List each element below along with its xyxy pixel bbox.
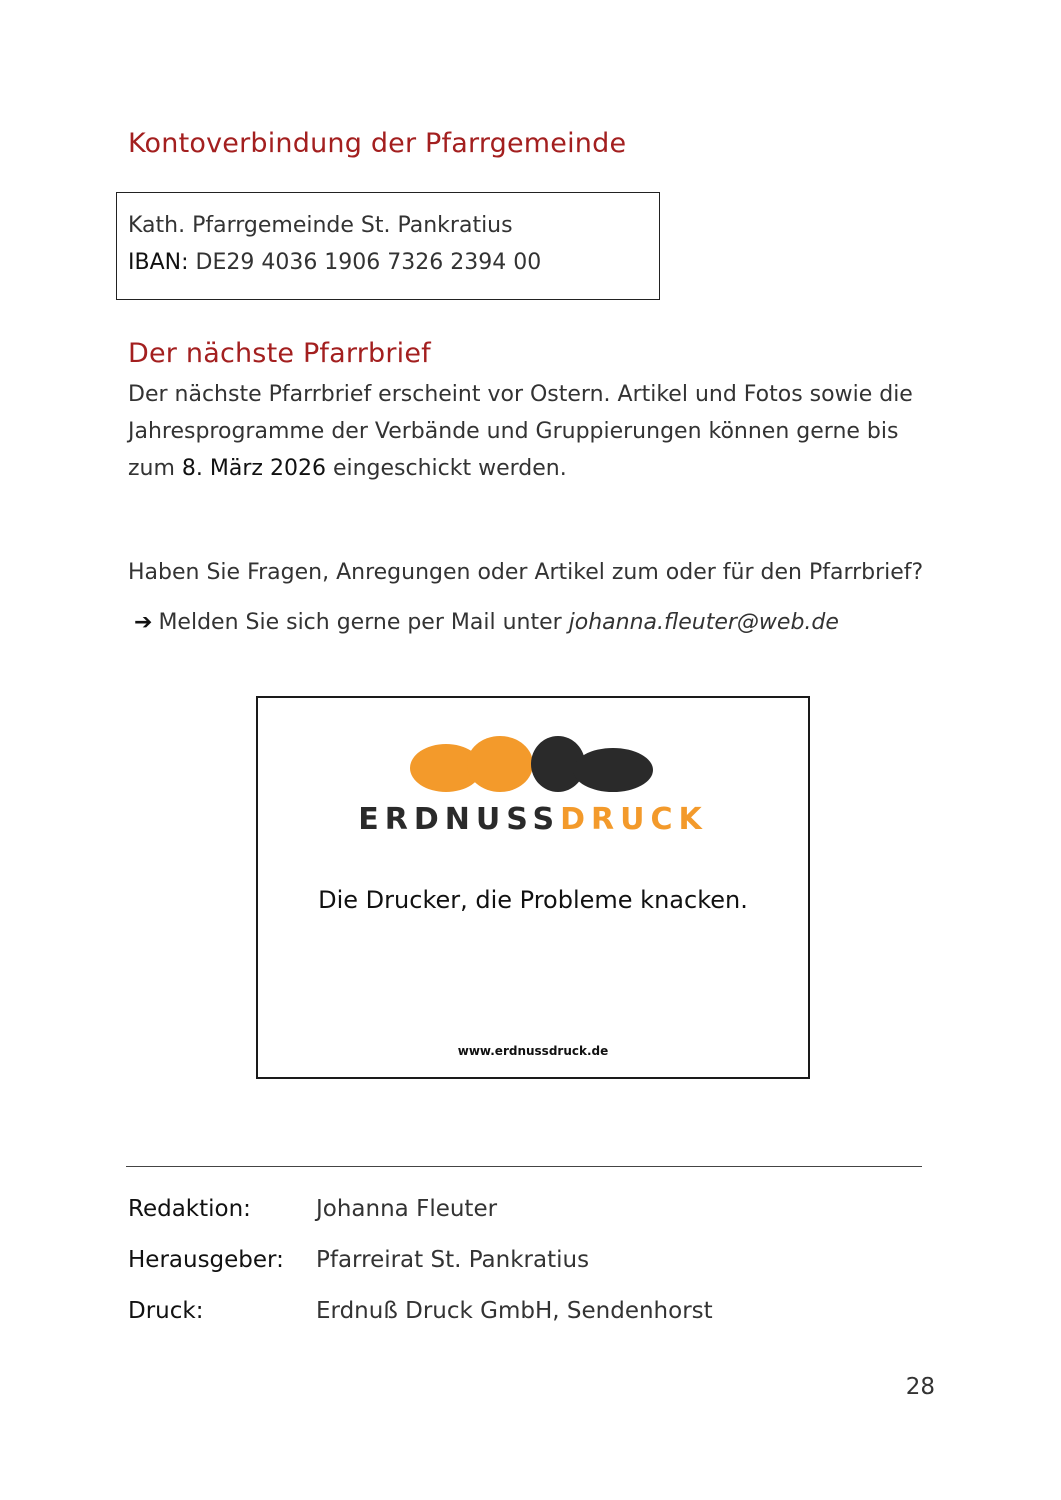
ad-slogan: Die Drucker, die Probleme knacken. [318,886,748,914]
arrow-right-icon: ➔ [134,610,153,635]
brand-part-orange: DRUCK [560,802,708,837]
bank-details-box [116,192,660,300]
ad-url: www.erdnussdruck.de [457,1044,609,1058]
peanut-dark-icon [531,736,653,792]
imprint-label-publisher: Herausgeber: [128,1247,284,1273]
deadline-date: 8. März 2026 [181,456,326,481]
imprint-label-printer: Druck: [128,1298,204,1324]
peanut-orange-icon [410,736,533,792]
imprint-value-editor: Johanna Fleuter [316,1196,498,1222]
imprint-label-editor: Redaktion: [128,1196,251,1222]
next-issue-heading: Der nächste Pfarrbrief [128,338,431,369]
peanut-logo-icon [408,734,658,800]
contact-question: Haben Sie Fragen, Anregungen oder Artikel zum oder für den Pfarrbrief? [128,560,924,585]
brand-part-dark: ERDNUSS [358,802,561,837]
divider [126,1166,922,1167]
iban-line [128,250,541,275]
contact-prompt: Melden Sie sich gerne per Mail unter [158,610,569,635]
imprint-value-printer: Erdnuß Druck GmbH, Sendenhorst [316,1298,713,1324]
account-name: Kath. Pfarrgemeinde St. Pankratius [128,213,513,238]
next-issue-text-after: eingeschickt werden. [325,456,567,481]
advertisement [256,696,810,1079]
next-issue-text [128,376,948,487]
page-number: 28 [905,1374,935,1400]
contact-line [134,604,954,641]
iban-value: DE29 4036 1906 7326 2394 00 [195,250,542,275]
contact-email-link[interactable]: johanna.fleuter@web.de [568,610,839,635]
bank-heading: Kontoverbindung der Pfarrgemeinde [128,128,627,159]
iban-label: IBAN: [128,250,189,275]
brand-name [258,802,808,837]
imprint-value-publisher: Pfarreirat St. Pankratius [316,1247,590,1273]
next-issue-text-before: Der nächste Pfarrbrief erscheint vor Ostern. Artikel und Fotos sowie die Jahresprogramme der Verbände und Gruppierungen können gerne bis zum [128,382,913,481]
